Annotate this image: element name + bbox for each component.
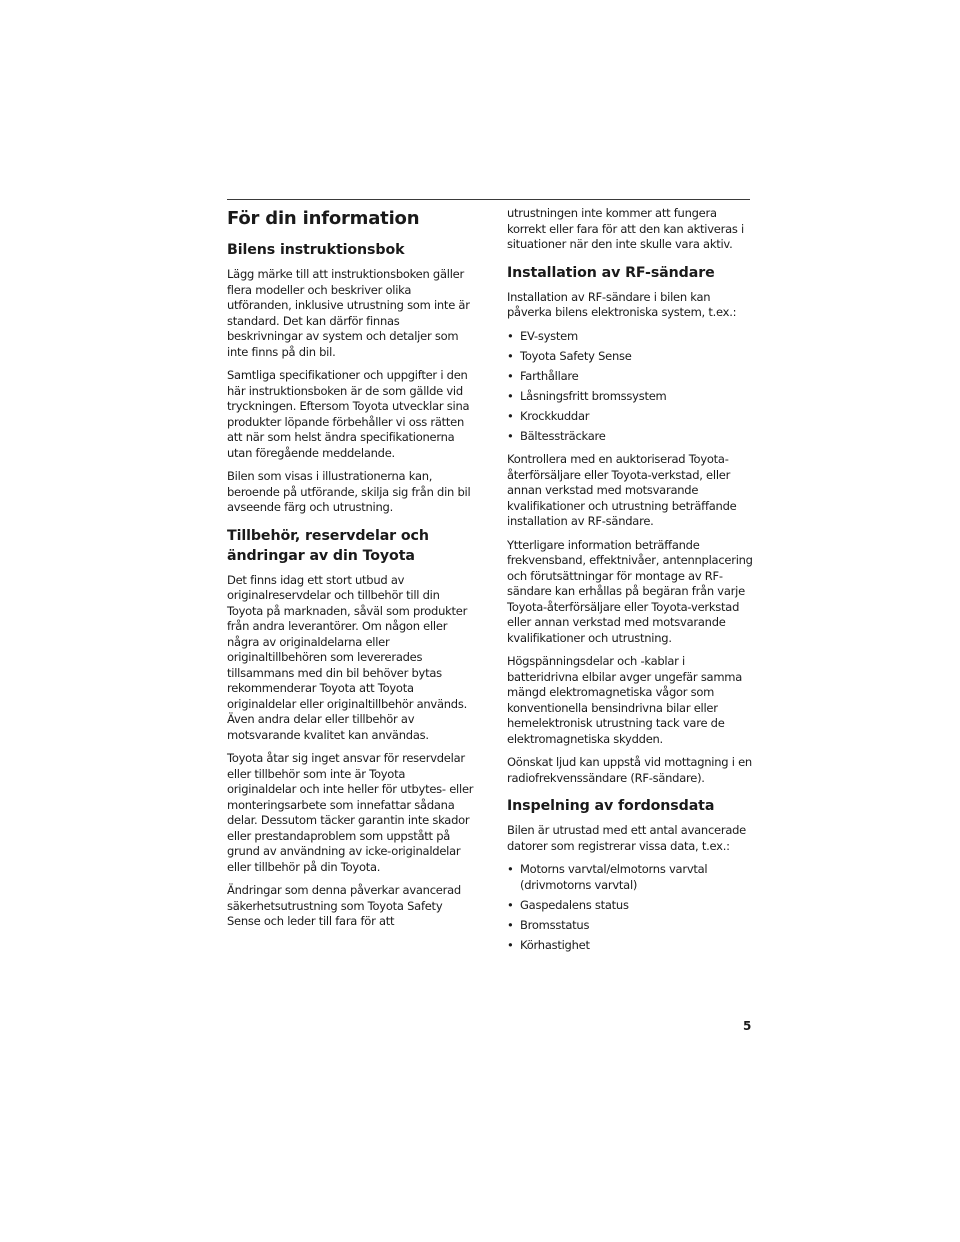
paragraph: Högspänningsdelar och -kablar i batteridrivna elbilar avger ungefär samma mängd elektromagnetiska vågor som konventionella bensindrivna bilar eller hemelektronisk utrustning tack vare de elektromagnetiska skydden. xyxy=(507,654,743,746)
section-title: Installation av RF-sändare xyxy=(507,264,715,281)
section-data-recording xyxy=(507,796,757,953)
section-accessories xyxy=(227,526,477,930)
paragraph: Lägg märke till att instruktionsboken gäller flera modeller och beskriver olika utföranden, inklusive utrustning som inte är standard. Det kan därför finnas beskrivningar av system och detaljer som inte finns på din bil. xyxy=(227,267,470,359)
list-item: • Bromsstatus xyxy=(507,918,757,934)
list-item: • Bältessträckare xyxy=(507,429,757,445)
page-heading: För din information xyxy=(227,208,420,229)
section-title: Bilens instruktionsbok xyxy=(227,242,405,258)
list-item: • Körhastighet xyxy=(507,938,757,954)
list-item: • Låsningsfritt bromssystem xyxy=(507,389,757,405)
header-rule xyxy=(227,199,750,200)
paragraph: Bilen är utrustad med ett antal avancerade datorer som registrerar vissa data, t.ex.: xyxy=(507,823,747,853)
right-column xyxy=(507,206,757,961)
paragraph: Kontrollera med en auktoriserad Toyota-återförsäljare eller Toyota-verkstad, eller annan verkstad med motsvarande kvalifikationer och utrustning beträffande installation av RF-sändare. xyxy=(507,452,737,528)
paragraph: Toyota åtar sig inget ansvar för reservdelar eller tillbehör som inte är Toyota originaldelar och inte heller för utbytes- eller monteringsarbete som innefattar sådana delar. Dessutom täcker garantin inte skador eller prestandaproblem som uppstått på grund av användning av icke-originaldelar eller tillbehör på din Toyota. xyxy=(227,751,474,874)
section-rf-transmitter xyxy=(507,263,757,787)
section-title: Tillbehör, reservdelar och ändringar av din Toyota xyxy=(227,527,429,564)
list-item: • Motorns varvtal/elmotorns varvtal (drivmotorns varvtal) xyxy=(507,862,757,893)
paragraph: Ändringar som denna påverkar avancerad säkerhetsutrustning som Toyota Safety Sense och leder till fara för att xyxy=(227,883,461,928)
paragraph: Samtliga specifikationer och uppgifter i den här instruktionsboken är de som gällde vid tryckningen. Eftersom Toyota utvecklar sina produkter löpande förbehåller vi oss rätten att när som helst ändra specifikationerna utan föregående meddelande. xyxy=(227,368,470,460)
list-item: • Krockkuddar xyxy=(507,409,757,425)
paragraph: Installation av RF-sändare i bilen kan påverka bilens elektroniska system, t.ex.: xyxy=(507,289,737,319)
bullet-list xyxy=(507,329,757,445)
paragraph: Oönskat ljud kan uppstå vid mottagning i en radiofrekvenssändare (RF-sändare). xyxy=(507,755,752,785)
paragraph: Ytterligare information beträffande frekvensband, effektnivåer, antennplacering och förutsättningar för montage av RF-sändare kan erhållas på begäran från varje Toyota-återförsäljare eller Toyota-verkstad eller annan verkstad med motsvarande kvalifikationer och utrustning. xyxy=(507,537,753,645)
left-column xyxy=(227,206,477,938)
bullet-list xyxy=(507,862,757,953)
paragraph: Det finns idag ett stort utbud av originalreservdelar och tillbehör till din Toyota på marknaden, såväl som produkter från andra leverantörer. Om någon eller några av originaldelarna eller originaltillbehören som levererades tillsammans med din bil behöver bytas rekommenderar Toyota att Toyota originaldelar eller originaltillbehör används. Även andra delar eller tillbehör av motsvarande kvalitet kan användas. xyxy=(227,572,468,742)
list-item: • Toyota Safety Sense xyxy=(507,349,757,365)
paragraph: Bilen som visas i illustrationerna kan, beroende på utförande, skilja sig från din bil avseende färg och utrustning. xyxy=(227,469,471,514)
list-item: • Gaspedalens status xyxy=(507,898,757,914)
paragraph-continuation: utrustningen inte kommer att fungera korrekt eller fara för att den kan aktiveras i situationer när den inte skulle vara aktiv. xyxy=(507,206,745,251)
section-title: Inspelning av fordonsdata xyxy=(507,798,715,814)
list-item: • Farthållare xyxy=(507,369,757,385)
list-item: • EV-system xyxy=(507,329,757,345)
section-instruction-book xyxy=(227,240,477,516)
page-number: 5 xyxy=(743,1019,752,1033)
